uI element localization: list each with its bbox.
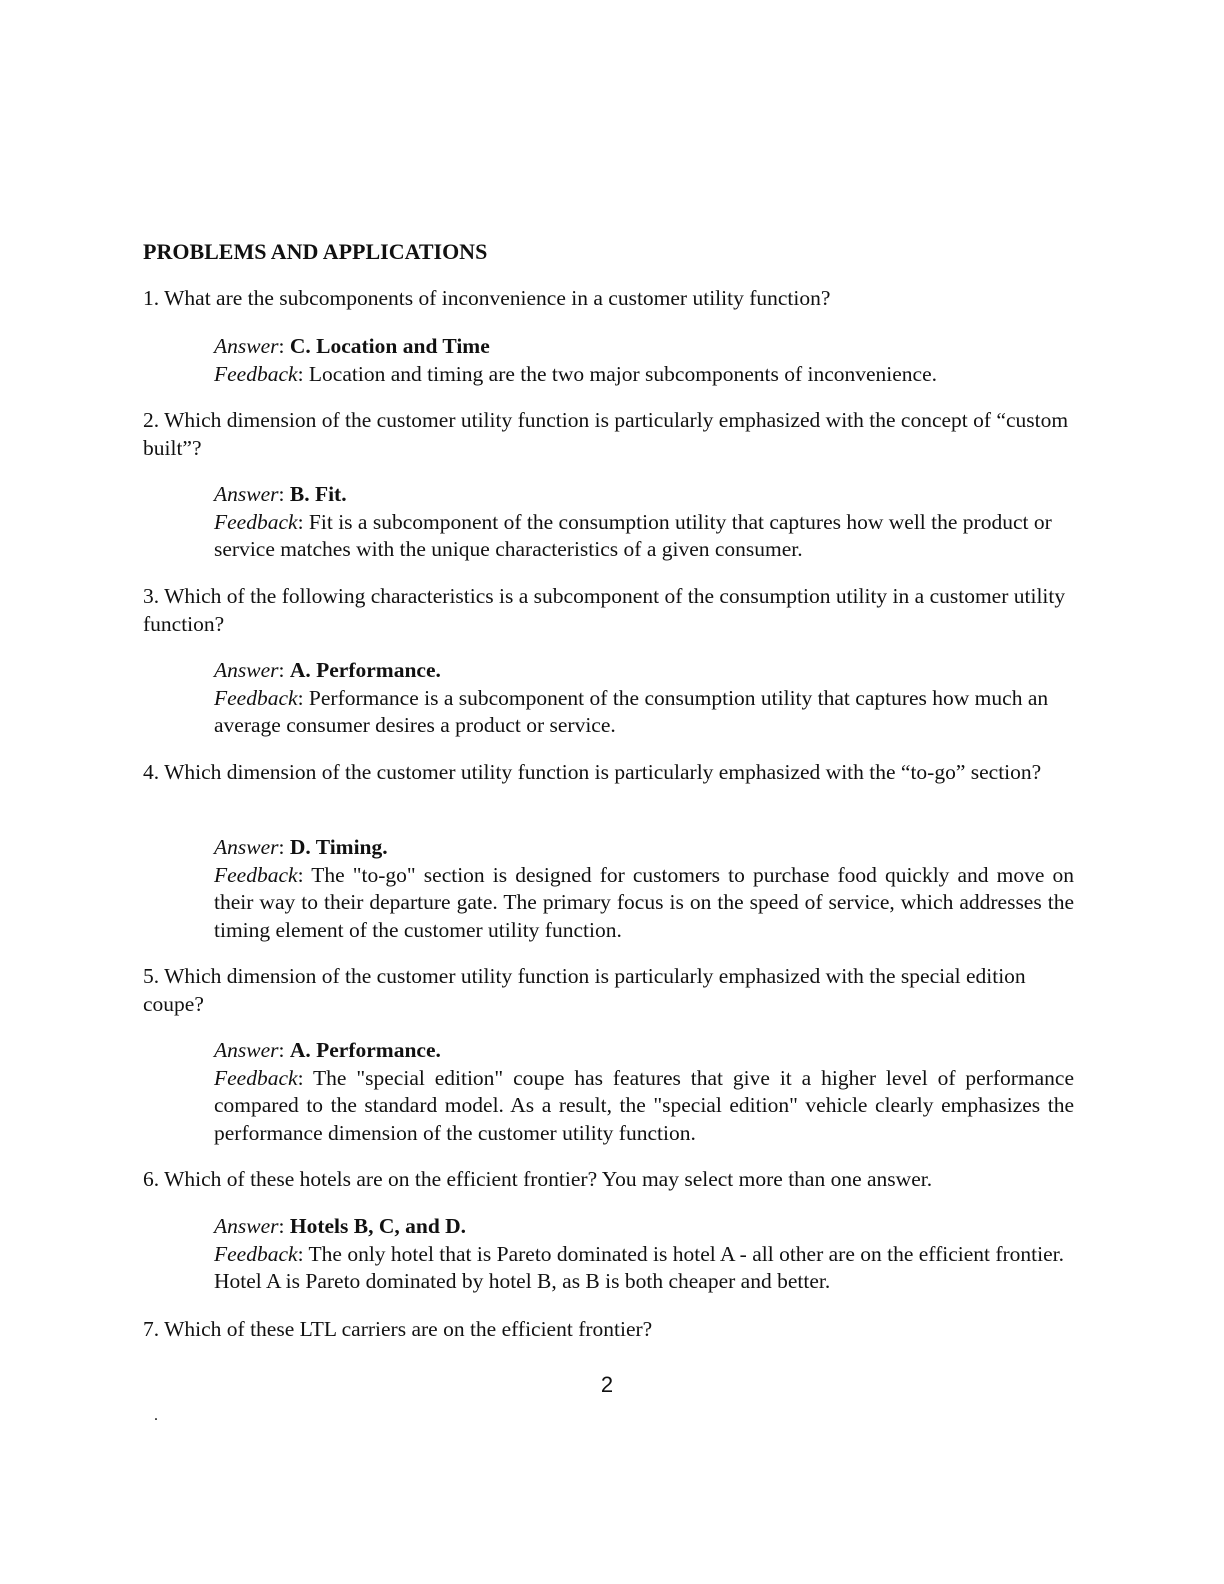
feedback-label: Feedback xyxy=(214,509,298,534)
feedback-line: Feedback: Location and timing are the two major subcomponents of inconvenience. xyxy=(214,361,938,386)
answer-line: Answer: D. Timing. xyxy=(214,835,388,859)
answer-line: Answer: Hotels B, C, and D. xyxy=(214,1214,467,1238)
answer-label: Answer xyxy=(214,1038,279,1062)
section-heading: PROBLEMS AND APPLICATIONS xyxy=(143,239,488,264)
answer-value: D. Timing. xyxy=(289,835,388,859)
question-4: 4. Which dimension of the customer utility function is particularly emphasized with the “to-go” section? xyxy=(143,760,1042,784)
feedback-text: The "special edition" coupe has features that give it a higher level of performance compared to the standard model. As a result, the "special edition" vehicle clearly emphasizes the performance dimension of the customer utility function. xyxy=(214,1065,1074,1145)
answer-label: Answer xyxy=(214,334,279,358)
feedback-label: Feedback xyxy=(214,361,298,386)
answer-value: C. Location and Time xyxy=(289,334,490,358)
answer-block-3 xyxy=(214,657,1074,740)
feedback-text: Location and timing are the two major subcomponents of inconvenience. xyxy=(308,361,938,386)
feedback-label: Feedback xyxy=(214,862,298,887)
feedback-text: The "to-go" section is designed for customers to purchase food quickly and move on their way to their departure gate. The primary focus is on the speed of service, which addresses the timing element of the customer utility function. xyxy=(214,862,1075,942)
answer-label: Answer xyxy=(214,835,279,859)
feedback-text: Performance is a subcomponent of the consumption utility that captures how much an average consumer desires a product or service. xyxy=(214,685,1049,737)
feedback-line: Feedback: The "special edition" coupe has features that give it a higher level of performance compared to the standard model. As a result, the "special edition" vehicle clearly emphasizes the performance dimension of the customer utility function. xyxy=(214,1065,1074,1145)
feedback-text: The only hotel that is Pareto dominated is hotel A - all other are on the efficient frontier. Hotel A is Pareto dominated by hotel B, as B is both cheaper and better. xyxy=(214,1241,1065,1293)
question-6: 6. Which of these hotels are on the efficient frontier? You may select more than one answer. xyxy=(143,1167,933,1191)
question-3: 3. Which of the following characteristics is a subcomponent of the consumption utility in a customer utility function? xyxy=(143,584,1066,636)
answer-line: Answer: A. Performance. xyxy=(214,658,441,682)
answer-line: Answer: C. Location and Time xyxy=(214,334,490,358)
footer-mark: . xyxy=(154,1407,158,1424)
answer-block-4 xyxy=(214,834,1074,944)
feedback-text: Fit is a subcomponent of the consumption utility that captures how well the product or service matches with the unique characteristics of a given consumer. xyxy=(214,509,1052,561)
feedback-line: Feedback: Fit is a subcomponent of the consumption utility that captures how well the product or service matches with the unique characteristics of a given consumer. xyxy=(214,509,1052,561)
answer-block-6 xyxy=(214,1213,1074,1296)
answer-value: Hotels B, C, and D. xyxy=(289,1214,467,1238)
feedback-label: Feedback xyxy=(214,1065,298,1090)
feedback-label: Feedback xyxy=(214,685,298,710)
feedback-label: Feedback xyxy=(214,1241,298,1266)
question-7: 7. Which of these LTL carriers are on the efficient frontier? xyxy=(143,1317,653,1341)
answer-block-5 xyxy=(214,1037,1074,1147)
answer-block-2 xyxy=(214,481,1074,564)
page-number: 2 xyxy=(600,1372,614,1397)
answer-line: Answer: A. Performance. xyxy=(214,1038,441,1062)
answer-block-1 xyxy=(214,333,1074,388)
answer-line: Answer: B. Fit. xyxy=(214,482,347,506)
feedback-line: Feedback: The only hotel that is Pareto dominated is hotel A - all other are on the efficient frontier. Hotel A is Pareto dominated by hotel B, as B is both cheaper and better. xyxy=(214,1241,1065,1293)
answer-value: A. Performance. xyxy=(289,1038,441,1062)
answer-value: B. Fit. xyxy=(289,482,347,506)
answer-value: A. Performance. xyxy=(289,658,441,682)
answer-label: Answer xyxy=(214,1214,279,1238)
feedback-line: Feedback: The "to-go" section is designed for customers to purchase food quickly and move on their way to their departure gate. The primary focus is on the speed of service, which addresses the timing element of the customer utility function. xyxy=(214,862,1075,942)
answer-label: Answer xyxy=(214,658,279,682)
question-2: 2. Which dimension of the customer utility function is particularly emphasized with the concept of “custom built”? xyxy=(143,408,1069,460)
question-1: 1. What are the subcomponents of inconvenience in a customer utility function? xyxy=(143,286,831,310)
feedback-line: Feedback: Performance is a subcomponent of the consumption utility that captures how much an average consumer desires a product or service. xyxy=(214,685,1049,737)
question-5: 5. Which dimension of the customer utility function is particularly emphasized with the special edition coupe? xyxy=(143,964,1026,1016)
answer-label: Answer xyxy=(214,482,279,506)
